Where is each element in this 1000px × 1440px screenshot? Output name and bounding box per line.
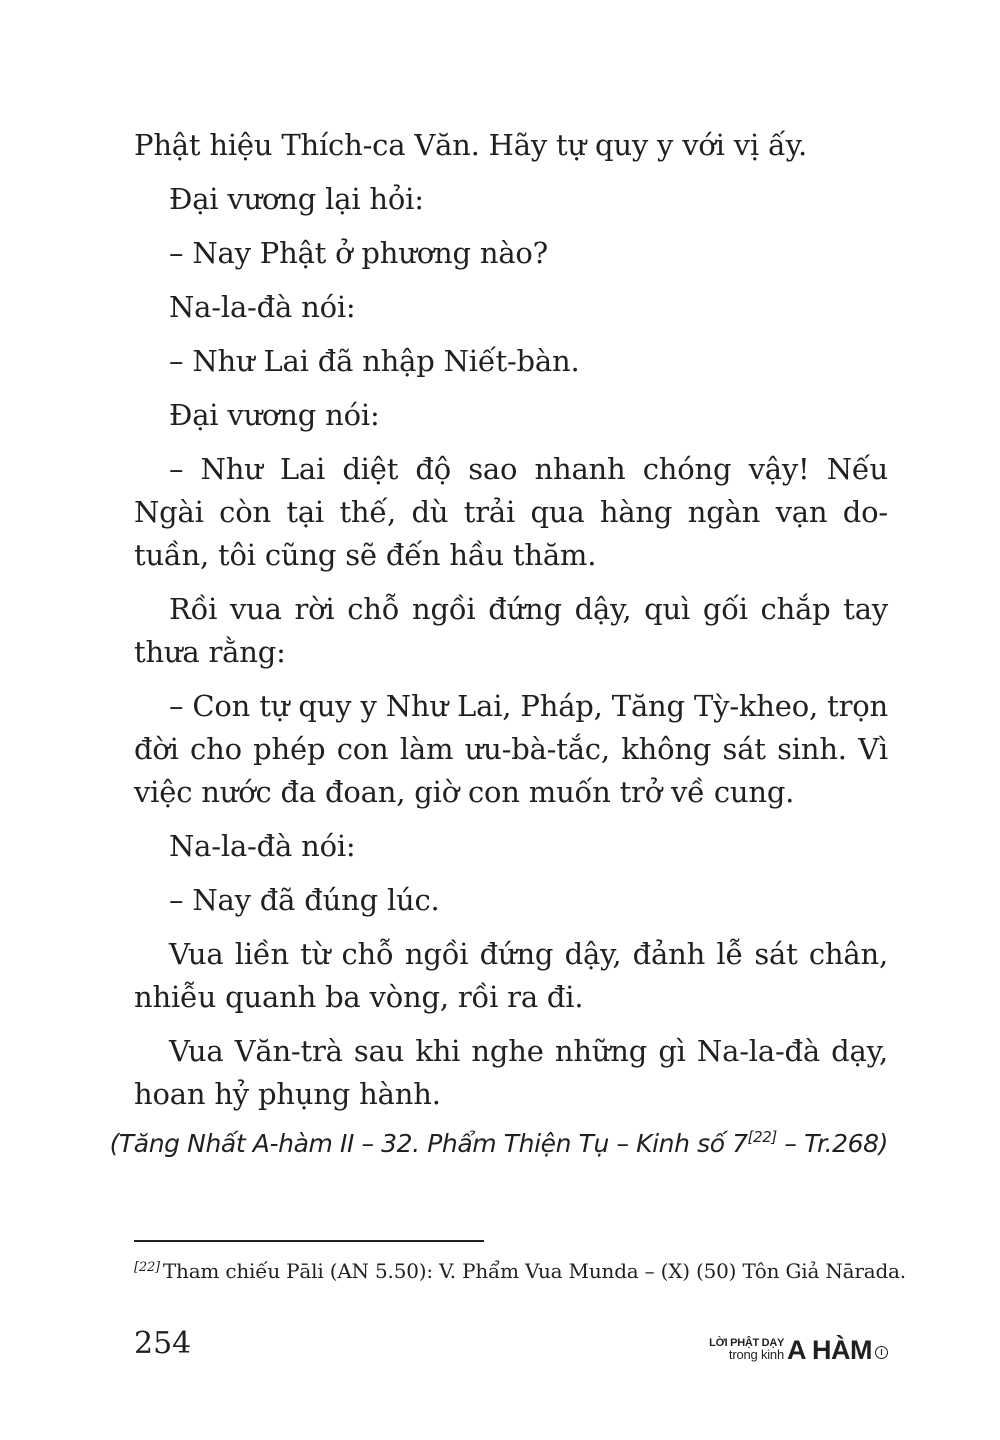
paragraph: – Nay Phật ở phương nào? xyxy=(169,236,549,270)
main-text xyxy=(134,124,888,1127)
paragraph: Na-la-đà nói: xyxy=(169,829,356,863)
citation-footnote-ref[interactable]: [22] xyxy=(747,1128,777,1146)
brand-title: A HÀM xyxy=(787,1335,872,1365)
paragraph: – Như Lai đã nhập Niết-bàn. xyxy=(169,344,580,378)
paragraph: Na-la-đà nói: xyxy=(169,290,356,324)
paragraph: – Như Lai diệt độ sao nhanh chóng vậy! Nếu Ngài còn tại thế, dù trải qua hàng ngàn vạn do-tuần, tôi cũng sẽ đến hầu thăm. xyxy=(134,452,888,572)
brand-subtitle xyxy=(709,1337,784,1364)
volume-badge: I xyxy=(875,1346,888,1359)
brand-line-1: LỜI PHẬT DẠY xyxy=(709,1337,784,1349)
paragraph: – Nay đã đúng lúc. xyxy=(169,883,440,917)
paragraph: Đại vương nói: xyxy=(169,398,380,432)
paragraph: Vua liền từ chỗ ngồi đứng dậy, đảnh lễ sát chân, nhiễu quanh ba vòng, rồi ra đi. xyxy=(134,937,888,1014)
book-brand-logo xyxy=(709,1330,888,1364)
paragraph: Rồi vua rời chỗ ngồi đứng dậy, quì gối chắp tay thưa rằng: xyxy=(134,592,888,669)
footnote-text: Tham chiếu Pāli (AN 5.50): V. Phẩm Vua Munda – (X) (50) Tôn Giả Nārada. xyxy=(162,1259,906,1283)
paragraph: – Con tự quy y Như Lai, Pháp, Tăng Tỳ-kheo, trọn đời cho phép con làm ưu-bà-tắc, không sát sinh. Vì việc nước đa đoan, giờ con muốn trở về cung. xyxy=(134,689,888,809)
footnote-divider xyxy=(134,1240,484,1242)
citation-text-end: – Tr.268) xyxy=(776,1129,888,1158)
page-number: 254 xyxy=(134,1326,192,1361)
paragraph: Đại vương lại hỏi: xyxy=(169,182,424,216)
brand-line-2: trong kinh xyxy=(728,1347,784,1362)
source-citation xyxy=(110,1128,888,1158)
paragraph: Vua Văn-trà sau khi nghe những gì Na-la-đà dạy, hoan hỷ phụng hành. xyxy=(134,1034,888,1111)
citation-text: (Tăng Nhất A-hàm II – 32. Phẩm Thiện Tụ – Kinh số 7 xyxy=(109,1129,748,1158)
paragraph: Phật hiệu Thích-ca Văn. Hãy tự quy y với vị ấy. xyxy=(134,128,807,162)
footnote-mark: [22] xyxy=(134,1260,160,1275)
footnote xyxy=(134,1259,906,1283)
